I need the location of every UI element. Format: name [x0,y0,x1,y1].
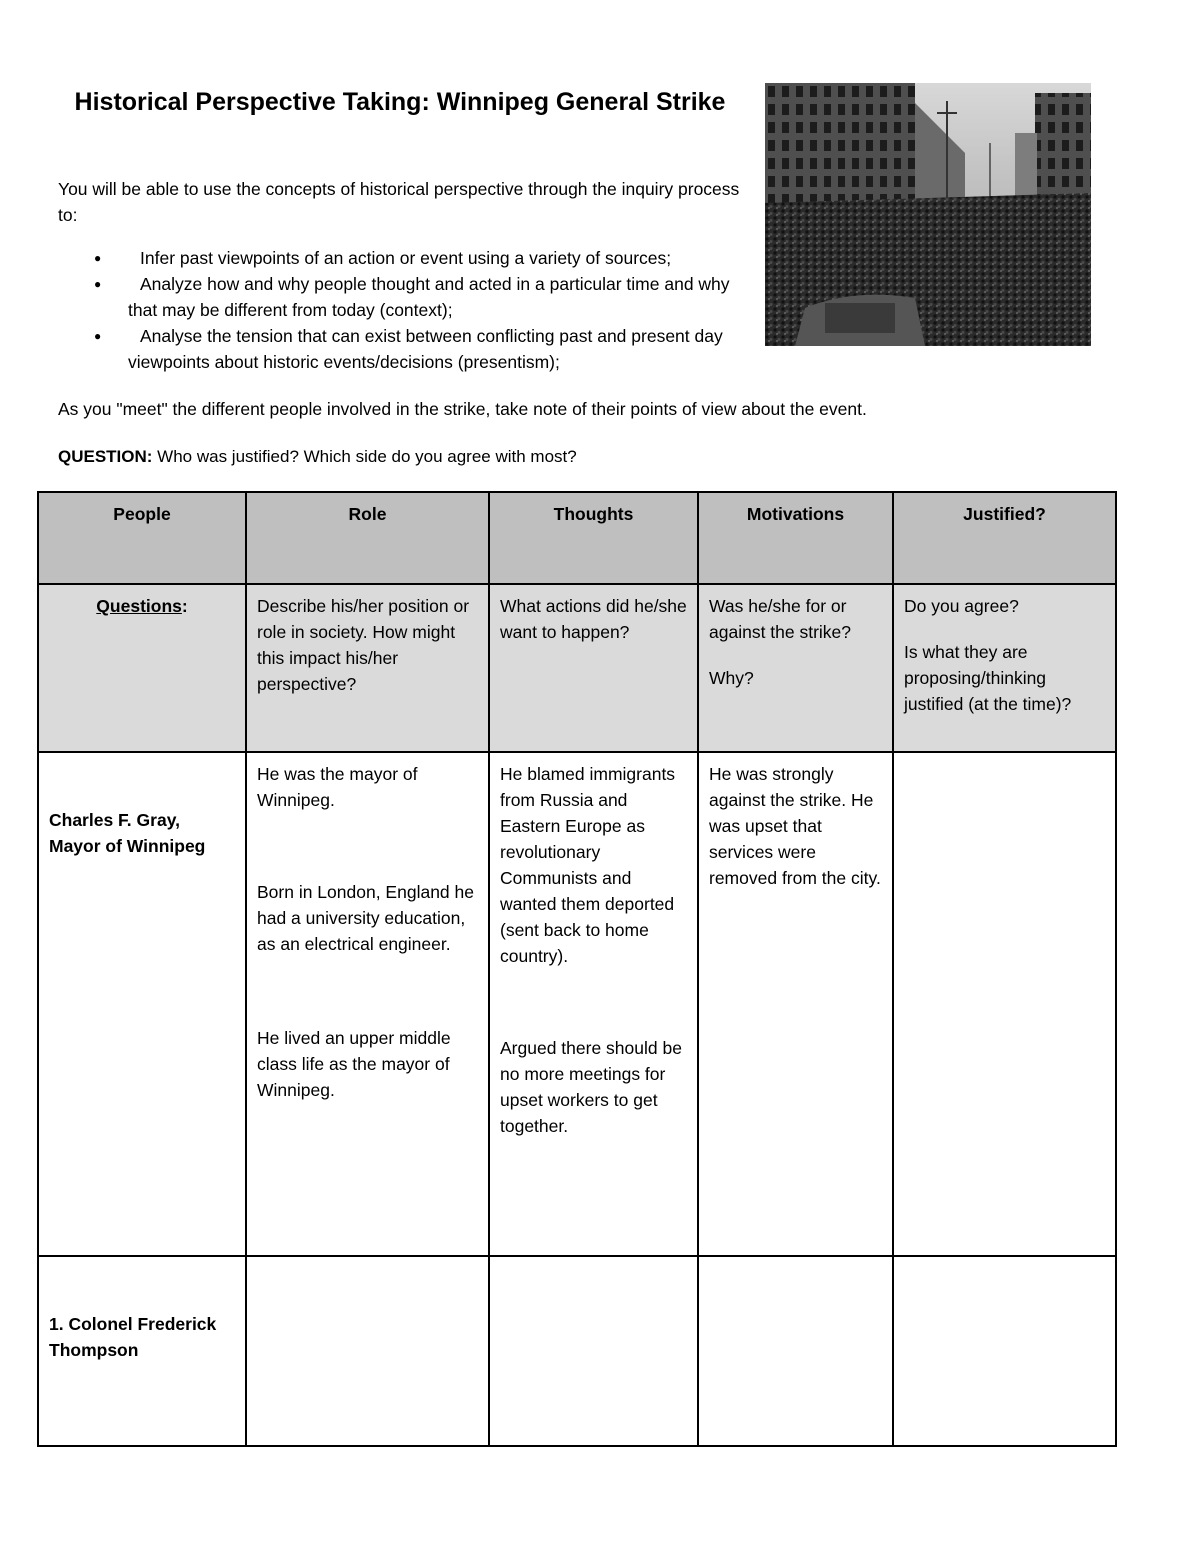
header-row [38,492,1116,584]
question-justified-agree: Do you agree? [904,596,1019,616]
objective-item: ● Analyze how and why people thought and acted in a particular time and why that may be different from today (context); [58,271,758,323]
objectives-list [58,245,758,375]
role-note: He was the mayor of Winnipeg. [257,764,418,810]
person-name: Charles F. Gray, Mayor of Winnipeg [49,810,206,856]
role-cell [246,752,489,1256]
header-people: People [38,492,246,584]
role-note: He lived an upper middle class life as the mayor of Winnipeg. [257,1028,451,1100]
justified-cell[interactable] [893,1256,1116,1446]
objective-item: ● Infer past viewpoints of an action or event using a variety of sources; [58,245,758,271]
thoughts-cell[interactable] [489,1256,698,1446]
thoughts-note: He blamed immigrants from Russia and Eastern Europe as revolutionary Communists and wanted them deported (sent back to home country). [500,764,676,966]
role-note: Born in London, England he had a university education, as an electrical engineer. [257,882,474,954]
question-motivations-why: Why? [709,668,754,688]
question-role: Describe his/her position or role in society. How might this impact his/her perspective? [257,596,470,694]
motivations-cell [698,752,893,1256]
justified-cell[interactable] [893,752,1116,1256]
thoughts-note: Argued there should be no more meetings for upset workers to get together. [500,1038,682,1136]
header-thoughts: Thoughts [489,492,698,584]
table-row [38,752,1116,1256]
question-thoughts: What actions did he/she want to happen? [500,596,687,642]
role-cell[interactable] [246,1256,489,1446]
question-motivations-cell [698,584,893,752]
question-justified-cell [893,584,1116,752]
question-motivations: Was he/she for or against the strike? [709,596,852,642]
thoughts-cell [489,752,698,1256]
intro-text: You will be able to use the concepts of historical perspective through the inquiry process to: [58,179,740,225]
person-cell [38,1256,246,1446]
perspective-table [37,491,1117,1447]
motivations-cell[interactable] [698,1256,893,1446]
header-motivations: Motivations [698,492,893,584]
question-thoughts-cell [489,584,698,752]
instruction-text: As you "meet" the different people involved in the strike, take note of their points of view about the event. [58,399,867,419]
objective-item: ● Analyse the tension that can exist between conflicting past and present day viewpoints about historic events/decisions (presentism); [58,323,758,375]
question-justified-text: Is what they are proposing/thinking justified (at the time)? [904,642,1072,714]
person-name: 1. Colonel Frederick Thompson [49,1314,217,1360]
focus-question [58,444,1158,470]
header-role: Role [246,492,489,584]
questions-row [38,584,1116,752]
questions-colon: : [181,596,188,616]
questions-label: Questions [96,596,182,616]
motivations-note: He was strongly against the strike. He was upset that services were removed from the city. [709,764,881,888]
page-title: Historical Perspective Taking: Winnipeg General Strike [74,88,726,116]
person-cell [38,752,246,1256]
question-role-cell [246,584,489,752]
question-text: Who was justified? Which side do you agree with most? [152,447,577,466]
table-row [38,1256,1116,1446]
strike-crowd-photo [765,83,1091,346]
header-justified: Justified? [893,492,1116,584]
questions-label-cell [38,584,246,752]
question-label: QUESTION: [58,447,153,466]
